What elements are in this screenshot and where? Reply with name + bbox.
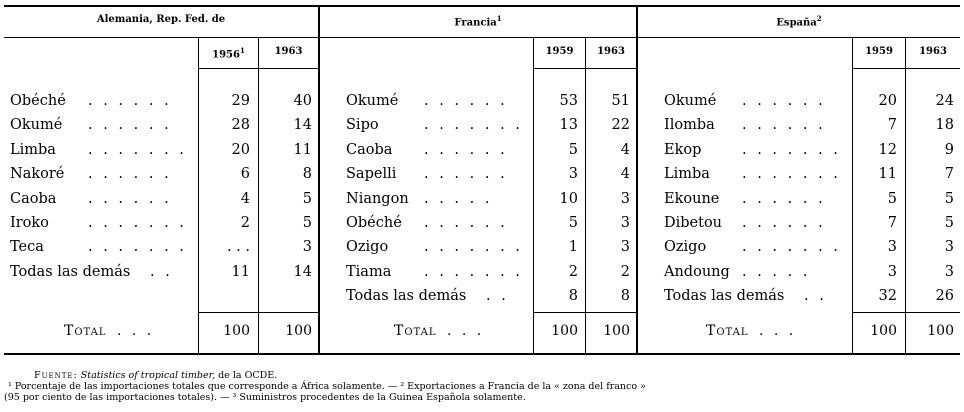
table-row (0, 113, 964, 137)
species-name: Niangon (346, 190, 409, 207)
species-name: Ekop (664, 141, 702, 158)
year-espana-1: 1959 (865, 46, 893, 57)
value-cell-2: 3 (620, 190, 630, 207)
leader-dots: . . . . . . (424, 141, 508, 158)
header-espana (638, 14, 960, 28)
year-francia-2: 1963 (597, 46, 625, 57)
total-alemania-2: 100 (285, 323, 312, 339)
table-row (0, 187, 964, 211)
value-cell-1: 53 (559, 93, 578, 109)
value-cell-2: 3 (620, 215, 630, 231)
year-alemania-1-sup: 1 (239, 46, 245, 55)
leader-dots: . . . . . . . (742, 239, 841, 256)
value-cell-1: 28 (231, 117, 250, 134)
footnote-source (34, 370, 277, 381)
species-name: Sipo (346, 117, 379, 134)
leader-dots: . . . . . . . (424, 117, 523, 134)
value-cell-2: 3 (944, 239, 954, 256)
leader-dots: . . . . . . . (88, 239, 187, 256)
header-alemania (4, 14, 318, 25)
table-row (0, 89, 964, 113)
source-rest: de la OCDE. (218, 370, 278, 381)
year-espana-2: 1963 (919, 46, 947, 57)
value-cell-1: 4 (240, 190, 250, 207)
leader-dots: . . . . . . . (424, 239, 523, 256)
leader-dots: . . . . . . . (88, 215, 187, 231)
value-cell-1: 5 (568, 141, 578, 158)
total-dots-alemania: . . . (116, 323, 155, 339)
year-alemania-1 (199, 46, 258, 60)
value-cell-2: 5 (302, 215, 312, 231)
value-cell-2: 24 (935, 93, 954, 109)
value-cell-1: 32 (878, 288, 897, 305)
value-cell-1: 3 (568, 166, 578, 183)
header-espana-text: España (776, 17, 817, 29)
species-name: Okumé (10, 117, 63, 134)
top-rule (4, 5, 960, 7)
value-cell-1: 7 (887, 117, 897, 134)
value-cell-1: 7 (887, 215, 897, 231)
table-row (0, 162, 964, 186)
value-cell-2: 5 (944, 190, 954, 207)
total-dots-espana: . . . (758, 323, 797, 339)
leader-dots: . . . . . . . (742, 166, 841, 183)
species-name: Andoung (664, 263, 730, 280)
value-cell-1: 20 (231, 141, 250, 158)
leader-dots: . . . . . . (88, 190, 172, 207)
total-row-francia (394, 323, 484, 339)
species-name: Todas las demás (664, 288, 785, 305)
species-name: Dibetou (664, 215, 723, 231)
leader-dots: . . . . . . (742, 190, 826, 207)
value-cell-2: 40 (293, 93, 312, 109)
leader-dots: . . . . . . (424, 215, 508, 231)
total-alemania-1: 100 (223, 323, 250, 339)
total-espana-2: 100 (927, 323, 954, 339)
leader-dots: . . . . . . (88, 117, 172, 134)
species-name: Caoba (346, 141, 393, 158)
value-cell-1: 10 (559, 190, 578, 207)
value-cell-2: 18 (935, 117, 954, 134)
species-name: Okumé (346, 93, 399, 109)
value-cell-2: 2 (620, 263, 630, 280)
leader-dots: . . . . . . (424, 93, 508, 109)
value-cell-1: 11 (878, 166, 897, 183)
value-cell-2: 5 (944, 215, 954, 231)
header-alemania-text: Alemania, Rep. Fed. de (96, 14, 226, 25)
total-label-espana: Total (706, 323, 749, 339)
species-name: Ozigo (346, 239, 389, 256)
species-name: Todas las demás (10, 263, 131, 280)
value-cell-1: 8 (568, 288, 578, 305)
species-name: Ekoune (664, 190, 720, 207)
leader-dots: . . . . . . . (424, 263, 523, 280)
table-row (0, 284, 964, 308)
value-cell-1: 3 (887, 263, 897, 280)
value-cell-1: 2 (568, 263, 578, 280)
value-cell-2: 4 (620, 141, 630, 158)
value-cell-2: 5 (302, 190, 312, 207)
value-cell-2: 51 (611, 93, 630, 109)
value-cell-1: 5 (887, 190, 897, 207)
species-name: Teca (10, 239, 44, 256)
value-cell-1: 20 (878, 93, 897, 109)
species-name: Limba (664, 166, 710, 183)
species-name: Iroko (10, 215, 49, 231)
value-cell-2: 14 (293, 263, 312, 280)
value-cell-2: 7 (944, 166, 954, 183)
total-francia-1: 100 (551, 323, 578, 339)
leader-dots: . . . . . . (742, 215, 826, 231)
value-cell-2: 8 (302, 166, 312, 183)
total-dots-francia: . . . (446, 323, 485, 339)
year-alemania-2: 1963 (274, 46, 303, 57)
header-francia-sup: 1 (496, 14, 502, 23)
value-cell-1: 1 (568, 239, 578, 256)
leader-dots: . . . . . (424, 190, 493, 207)
species-name: Obéché (10, 93, 66, 109)
species-name: Todas las demás (346, 288, 467, 305)
species-name: Nakoré (10, 166, 65, 183)
value-cell-2: 11 (293, 141, 312, 158)
leader-dots: . . . . . . (742, 93, 826, 109)
species-name: Ilomba (664, 117, 715, 134)
species-name: Obéché (346, 215, 402, 231)
total-label-francia: Total (394, 323, 437, 339)
leader-dots: . . . . . . . (88, 141, 187, 158)
total-espana-1: 100 (870, 323, 897, 339)
value-cell-1: 3 (887, 239, 897, 256)
value-cell-1: 6 (240, 166, 250, 183)
leader-dots: . . . . . . (88, 166, 172, 183)
value-cell-2: 14 (293, 117, 312, 134)
table-row (0, 211, 964, 235)
leader-dots: . . . . . . (424, 166, 508, 183)
species-name: Okumé (664, 93, 717, 109)
total-rule-espana (852, 312, 960, 313)
value-cell-1: 12 (878, 141, 897, 158)
header-rule (4, 37, 960, 38)
value-cell-2: 8 (620, 288, 630, 305)
value-cell-1: 29 (231, 93, 250, 109)
leader-dots: . . . . . . (88, 93, 172, 109)
value-cell-2: 26 (935, 288, 954, 305)
value-cell-1: . . . (226, 239, 250, 256)
leader-dots: . . . . . (742, 263, 811, 280)
year-alemania-1-text: 1956 (212, 49, 240, 61)
value-cell-2: 9 (944, 141, 954, 158)
species-name: Sapelli (346, 166, 397, 183)
leader-dots: . . (486, 288, 509, 305)
header-francia (320, 14, 636, 28)
leader-dots: . . (150, 263, 173, 280)
header-francia-text: Francia (454, 17, 497, 29)
footnote-2: (95 por ciento de las importaciones totales). — ³ Suministros procedentes de la Guinea Española solamente. (4, 392, 526, 403)
value-cell-1: 11 (231, 263, 250, 280)
footnote-1: ¹ Porcentaje de las importaciones totales que corresponde a África solamente. — ² Exportaciones a Francia de la « zona del franco » (8, 381, 646, 392)
year-rule-espana (852, 68, 960, 69)
total-row-espana (706, 323, 796, 339)
value-cell-2: 22 (611, 117, 630, 134)
header-espana-sup: 2 (816, 14, 822, 23)
bottom-rule (4, 353, 960, 355)
value-cell-2: 4 (620, 166, 630, 183)
table-row (0, 260, 964, 284)
value-cell-2: 3 (302, 239, 312, 256)
value-cell-1: 13 (559, 117, 578, 134)
value-cell-1: 2 (240, 215, 250, 231)
total-label-alemania: Total (64, 323, 107, 339)
table-row (0, 138, 964, 162)
species-name: Limba (10, 141, 56, 158)
source-label: Fuente: (34, 370, 78, 381)
species-name: Tiama (346, 263, 392, 280)
species-name: Caoba (10, 190, 57, 207)
leader-dots: . . (804, 288, 827, 305)
source-title: Statistics of tropical timber, (80, 370, 216, 381)
leader-dots: . . . . . . (742, 117, 826, 134)
value-cell-1: 5 (568, 215, 578, 231)
total-row-alemania (64, 323, 154, 339)
year-francia-1: 1959 (545, 46, 574, 57)
leader-dots: . . . . . . . (742, 141, 841, 158)
total-francia-2: 100 (603, 323, 630, 339)
value-cell-2: 3 (620, 239, 630, 256)
table-row (0, 235, 964, 259)
value-cell-2: 3 (944, 263, 954, 280)
species-name: Ozigo (664, 239, 707, 256)
